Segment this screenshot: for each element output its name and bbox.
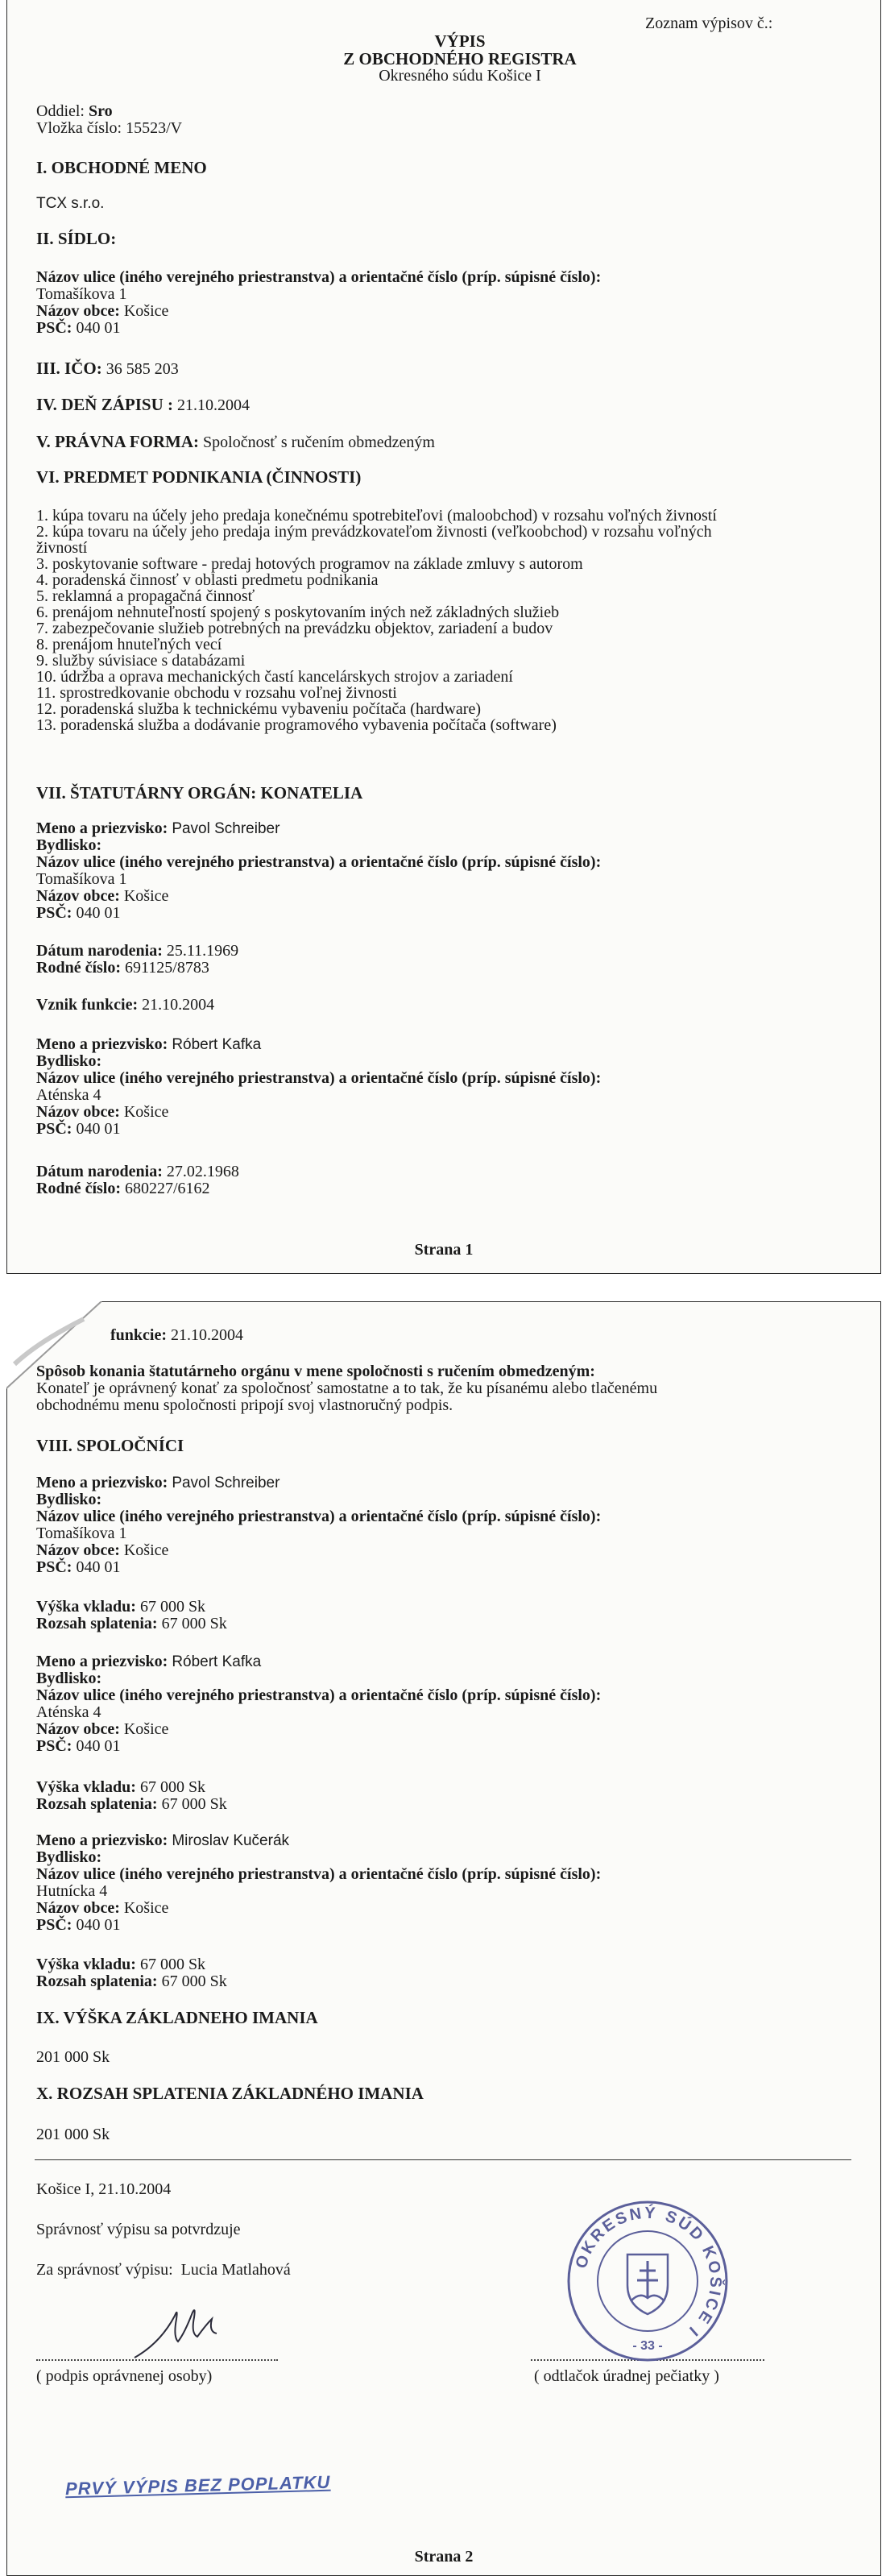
spolocnik-1-vklad-block bbox=[36, 1599, 856, 1632]
psc-label: PSČ: bbox=[36, 1120, 72, 1138]
section-predmet-heading: VI. PREDMET PODNIKANIA (ČINNOSTI) bbox=[36, 467, 362, 487]
meno-label: Meno a priezvisko: bbox=[36, 1653, 168, 1670]
section-rozsah-splatenia-heading: X. ROZSAH SPLATENIA ZÁKLADNÉHO IMANIA bbox=[36, 2084, 424, 2103]
responsible-label: Za správnosť výpisu: bbox=[36, 2261, 173, 2279]
meno-label: Meno a priezvisko: bbox=[36, 1035, 168, 1053]
vklad-label: Výška vkladu: bbox=[36, 1956, 136, 1973]
spolocnik-2-splatenie: 67 000 Sk bbox=[161, 1795, 227, 1813]
section-obchodne-meno-heading: I. OBCHODNÉ MENO bbox=[36, 158, 207, 177]
spolocnik-2-name: Róbert Kafka bbox=[172, 1653, 262, 1670]
responsible-name: Lucia Matlahová bbox=[180, 2261, 291, 2279]
signature-mark bbox=[128, 2301, 233, 2366]
spolocnik-2-vklad-block bbox=[36, 1779, 856, 1813]
sidlo-psc-value: 040 01 bbox=[76, 319, 121, 337]
meno-label: Meno a priezvisko: bbox=[36, 819, 168, 837]
list-item: živností bbox=[36, 539, 88, 557]
spolocnik-3-vklad: 67 000 Sk bbox=[139, 1956, 206, 1973]
list-item: 12. poradenská služba k technickému vybaveniu počítača (hardware) bbox=[36, 700, 481, 718]
oddiel-label: Oddiel: bbox=[36, 102, 85, 120]
psc-label: PSČ: bbox=[36, 1916, 72, 1934]
signature-caption: ( podpis oprávnenej osoby) bbox=[36, 2367, 213, 2385]
spolocnik-3-obec: Košice bbox=[123, 1899, 169, 1917]
spolocnik-1-block bbox=[36, 1475, 856, 1576]
document-title: VÝPIS bbox=[434, 31, 486, 51]
meno-label: Meno a priezvisko: bbox=[36, 1831, 168, 1849]
konatel-1-vznik-line bbox=[36, 996, 856, 1014]
spolocnik-2-psc: 040 01 bbox=[76, 1737, 121, 1755]
section-spolocnici-heading: VIII. SPOLOČNÍCI bbox=[36, 1436, 184, 1455]
bydlisko-label: Bydlisko: bbox=[36, 836, 102, 854]
page-2 bbox=[6, 1301, 881, 2576]
spolocnik-1-name: Pavol Schreiber bbox=[172, 1475, 280, 1491]
pravna-forma-value: Spoločnosť s ručením obmedzeným bbox=[203, 433, 435, 451]
court-name: Okresného súdu Košice I bbox=[379, 67, 541, 85]
official-stamp bbox=[563, 2196, 732, 2366]
datum-label: Dátum narodenia: bbox=[36, 1163, 163, 1180]
divider bbox=[35, 2159, 851, 2160]
obec-label: Názov obce: bbox=[36, 1720, 120, 1738]
section-sidlo-heading: II. SÍDLO: bbox=[36, 229, 117, 248]
bydlisko-label: Bydlisko: bbox=[36, 1491, 102, 1508]
psc-label: PSČ: bbox=[36, 1737, 72, 1755]
spolocnik-3-vklad-block bbox=[36, 1956, 856, 1990]
rozsah-splatenia-value: 201 000 Sk bbox=[36, 2126, 110, 2143]
konatel-1-block bbox=[36, 820, 856, 922]
sposob-konania-line-1: Konateľ je oprávnený konať za spoločnosť samostatne a to tak, že ku písanému alebo tlačenému bbox=[36, 1379, 658, 1397]
page-1-footer: Strana 1 bbox=[414, 1241, 474, 1259]
sposob-konania-block bbox=[36, 1363, 856, 1414]
list-item: 11. sprostredkovanie obchodu v rozsahu voľnej živnosti bbox=[36, 684, 397, 702]
konatel-2-block bbox=[36, 1036, 856, 1138]
list-item: 4. poradenská činnosť v oblasti predmetu podnikania bbox=[36, 571, 379, 589]
sidlo-block bbox=[36, 269, 856, 337]
ico-label: III. IČO: bbox=[36, 359, 102, 378]
list-item: 7. zabezpečovanie služieb potrebných na prevádzku objektov, zariadení a budov bbox=[36, 620, 553, 637]
obchodne-meno-value: TCX s.r.o. bbox=[36, 195, 105, 212]
bydlisko-label: Bydlisko: bbox=[36, 1052, 102, 1070]
spolocnik-1-street: Tomašíkova 1 bbox=[36, 1524, 127, 1542]
section-statutarny-heading: VII. ŠTATUTÁRNY ORGÁN: KONATELIA bbox=[36, 783, 363, 803]
psc-label: PSČ: bbox=[36, 1558, 72, 1576]
document-subtitle: Z OBCHODNÉHO REGISTRA bbox=[343, 49, 577, 69]
pravna-forma-label: V. PRÁVNA FORMA: bbox=[36, 432, 200, 451]
page-2-footer: Strana 2 bbox=[414, 2548, 474, 2566]
obec-label: Názov obce: bbox=[36, 1541, 120, 1559]
spolocnik-3-splatenie: 67 000 Sk bbox=[161, 1972, 227, 1990]
bydlisko-label: Bydlisko: bbox=[36, 1670, 102, 1687]
confirmation-text: Správnosť výpisu sa potvrdzuje bbox=[36, 2221, 241, 2238]
vznik-label: Vznik funkcie: bbox=[36, 996, 139, 1014]
splatenie-label: Rozsah splatenia: bbox=[36, 1972, 158, 1990]
psc-label: PSČ: bbox=[36, 904, 72, 922]
den-zapisu-line bbox=[36, 395, 856, 415]
spolocnik-2-street: Aténska 4 bbox=[36, 1703, 101, 1721]
obec-label: Názov obce: bbox=[36, 1899, 120, 1917]
responsible-line bbox=[36, 2261, 856, 2279]
street-label: Názov ulice (iného verejného priestranstva) a orientačné číslo (príp. súpisné číslo): bbox=[36, 1865, 602, 1883]
obec-label: Názov obce: bbox=[36, 887, 120, 905]
vlozka-label: Vložka číslo: bbox=[36, 119, 122, 137]
sposob-konania-line-2: obchodnému menu spoločnosti pripojí svoj vlastnoručný podpis. bbox=[36, 1396, 453, 1414]
registration-block bbox=[36, 103, 856, 137]
vklad-label: Výška vkladu: bbox=[36, 1598, 136, 1616]
page-1 bbox=[6, 0, 881, 1274]
konatel-2-rc: 680227/6162 bbox=[125, 1180, 210, 1197]
sidlo-street-label: Názov ulice (iného verejného priestranstva) a orientačné číslo (príp. súpisné číslo): bbox=[36, 268, 602, 286]
sposob-konania-heading: Spôsob konania štatutárneho orgánu v mene spoločnosti s ručením obmedzeným: bbox=[36, 1363, 595, 1380]
konatel-1-birth-block bbox=[36, 943, 856, 977]
spolocnik-3-block bbox=[36, 1832, 856, 1934]
document-title-block bbox=[7, 32, 880, 85]
konatel-1-street: Tomašíkova 1 bbox=[36, 870, 127, 888]
list-item: 5. reklamná a propagačná činnosť bbox=[36, 587, 255, 605]
vznik-value: 21.10.2004 bbox=[171, 1326, 243, 1344]
ico-line bbox=[36, 359, 856, 379]
vklad-label: Výška vkladu: bbox=[36, 1778, 136, 1796]
spolocnik-1-splatenie: 67 000 Sk bbox=[161, 1615, 227, 1632]
street-label: Názov ulice (iného verejného priestranstva) a orientačné číslo (príp. súpisné číslo): bbox=[36, 1686, 602, 1704]
konatel-1-rc: 691125/8783 bbox=[125, 959, 209, 977]
place-date: Košice I, 21.10.2004 bbox=[36, 2180, 172, 2198]
vlozka-value: 15523/V bbox=[126, 119, 183, 137]
fee-note-stamp: PRVÝ VÝPIS BEZ POPLATKU bbox=[64, 2471, 331, 2499]
spolocnik-2-vklad: 67 000 Sk bbox=[139, 1778, 206, 1796]
list-item: 1. kúpa tovaru na účely jeho predaja konečnému spotrebiteľovi (maloobchod) v rozsahu voľných živností bbox=[36, 507, 717, 525]
spolocnik-3-psc: 040 01 bbox=[76, 1916, 121, 1934]
konatel-1-vznik: 21.10.2004 bbox=[142, 996, 215, 1014]
street-label: Názov ulice (iného verejného priestranstva) a orientačné číslo (príp. súpisné číslo): bbox=[36, 1069, 602, 1087]
meno-label: Meno a priezvisko: bbox=[36, 1474, 168, 1491]
vznik-label-fragment: funkcie: bbox=[110, 1326, 167, 1344]
list-item: 13. poradenská služba a dodávanie programového vybavenia počítača (software) bbox=[36, 716, 557, 734]
sidlo-obec-label: Názov obce: bbox=[36, 302, 120, 320]
stamp-number: - 33 - bbox=[632, 2339, 663, 2353]
signature-dotted-line bbox=[36, 2359, 278, 2361]
spolocnik-3-name: Miroslav Kučerák bbox=[172, 1832, 290, 1849]
obec-label: Názov obce: bbox=[36, 1103, 120, 1121]
konatel-1-born: 25.11.1969 bbox=[166, 942, 239, 960]
rodne-label: Rodné číslo: bbox=[36, 959, 121, 977]
vznik-funkcie-line bbox=[110, 1326, 243, 1345]
konatel-2-obec: Košice bbox=[123, 1103, 169, 1121]
konatel-2-name: Róbert Kafka bbox=[172, 1036, 262, 1053]
konatel-1-psc: 040 01 bbox=[76, 904, 121, 922]
spolocnik-1-vklad: 67 000 Sk bbox=[139, 1598, 206, 1616]
spolocnik-3-street: Hutnícka 4 bbox=[36, 1882, 108, 1900]
section-zakladne-imanie-heading: IX. VÝŠKA ZÁKLADNEHO IMANIA bbox=[36, 2008, 318, 2027]
bydlisko-label: Bydlisko: bbox=[36, 1848, 102, 1866]
spolocnik-1-obec: Košice bbox=[123, 1541, 169, 1559]
list-item: 9. služby súvisiace s databázami bbox=[36, 652, 246, 670]
konatel-2-street: Aténska 4 bbox=[36, 1086, 101, 1104]
den-zapisu-value: 21.10.2004 bbox=[176, 396, 250, 414]
rodne-label: Rodné číslo: bbox=[36, 1180, 121, 1197]
spolocnik-1-psc: 040 01 bbox=[76, 1558, 121, 1576]
den-zapisu-label: IV. DEŇ ZÁPISU : bbox=[36, 395, 173, 414]
zoznam-vypisov-label: Zoznam výpisov č.: bbox=[645, 15, 773, 32]
ico-value: 36 585 203 bbox=[106, 360, 179, 378]
konatel-1-obec: Košice bbox=[123, 887, 169, 905]
datum-label: Dátum narodenia: bbox=[36, 942, 163, 960]
street-label: Názov ulice (iného verejného priestranstva) a orientačné číslo (príp. súpisné číslo): bbox=[36, 853, 602, 871]
street-label: Názov ulice (iného verejného priestranstva) a orientačné číslo (príp. súpisné číslo): bbox=[36, 1508, 602, 1525]
pravna-forma-line bbox=[36, 432, 856, 452]
list-item: 2. kúpa tovaru na účely jeho predaja iným prevádzkovateľom živnosti (veľkoobchod) v rozsahu voľných bbox=[36, 523, 712, 541]
list-item: 10. údržba a oprava mechanických častí kancelárskych strojov a zariadení bbox=[36, 668, 513, 686]
spolocnik-2-block bbox=[36, 1653, 856, 1755]
oddiel-value: Sro bbox=[89, 102, 113, 120]
spolocnik-2-obec: Košice bbox=[123, 1720, 169, 1738]
konatel-2-psc: 040 01 bbox=[76, 1120, 121, 1138]
stamp-caption: ( odtlačok úradnej pečiatky ) bbox=[534, 2367, 719, 2385]
konatel-1-name: Pavol Schreiber bbox=[172, 820, 280, 837]
list-item: 6. prenájom nehnuteľností spojený s poskytovaním iných než základných služieb bbox=[36, 604, 560, 621]
stamp-text: OKRESNÝ SÚD KOŠICE I bbox=[572, 2204, 725, 2342]
splatenie-label: Rozsah splatenia: bbox=[36, 1615, 158, 1632]
list-item: 8. prenájom hnuteľných vecí bbox=[36, 636, 222, 653]
predmet-list bbox=[36, 508, 856, 733]
sidlo-psc-label: PSČ: bbox=[36, 319, 72, 337]
zakladne-imanie-value: 201 000 Sk bbox=[36, 2048, 110, 2066]
splatenie-label: Rozsah splatenia: bbox=[36, 1795, 158, 1813]
konatel-2-born: 27.02.1968 bbox=[166, 1163, 239, 1180]
sidlo-obec-value: Košice bbox=[123, 302, 169, 320]
sidlo-street-value: Tomašíkova 1 bbox=[36, 285, 127, 303]
list-item: 3. poskytovanie software - predaj hotových programov na základe zmluvy s autorom bbox=[36, 555, 583, 573]
konatel-2-birth-block bbox=[36, 1164, 856, 1197]
